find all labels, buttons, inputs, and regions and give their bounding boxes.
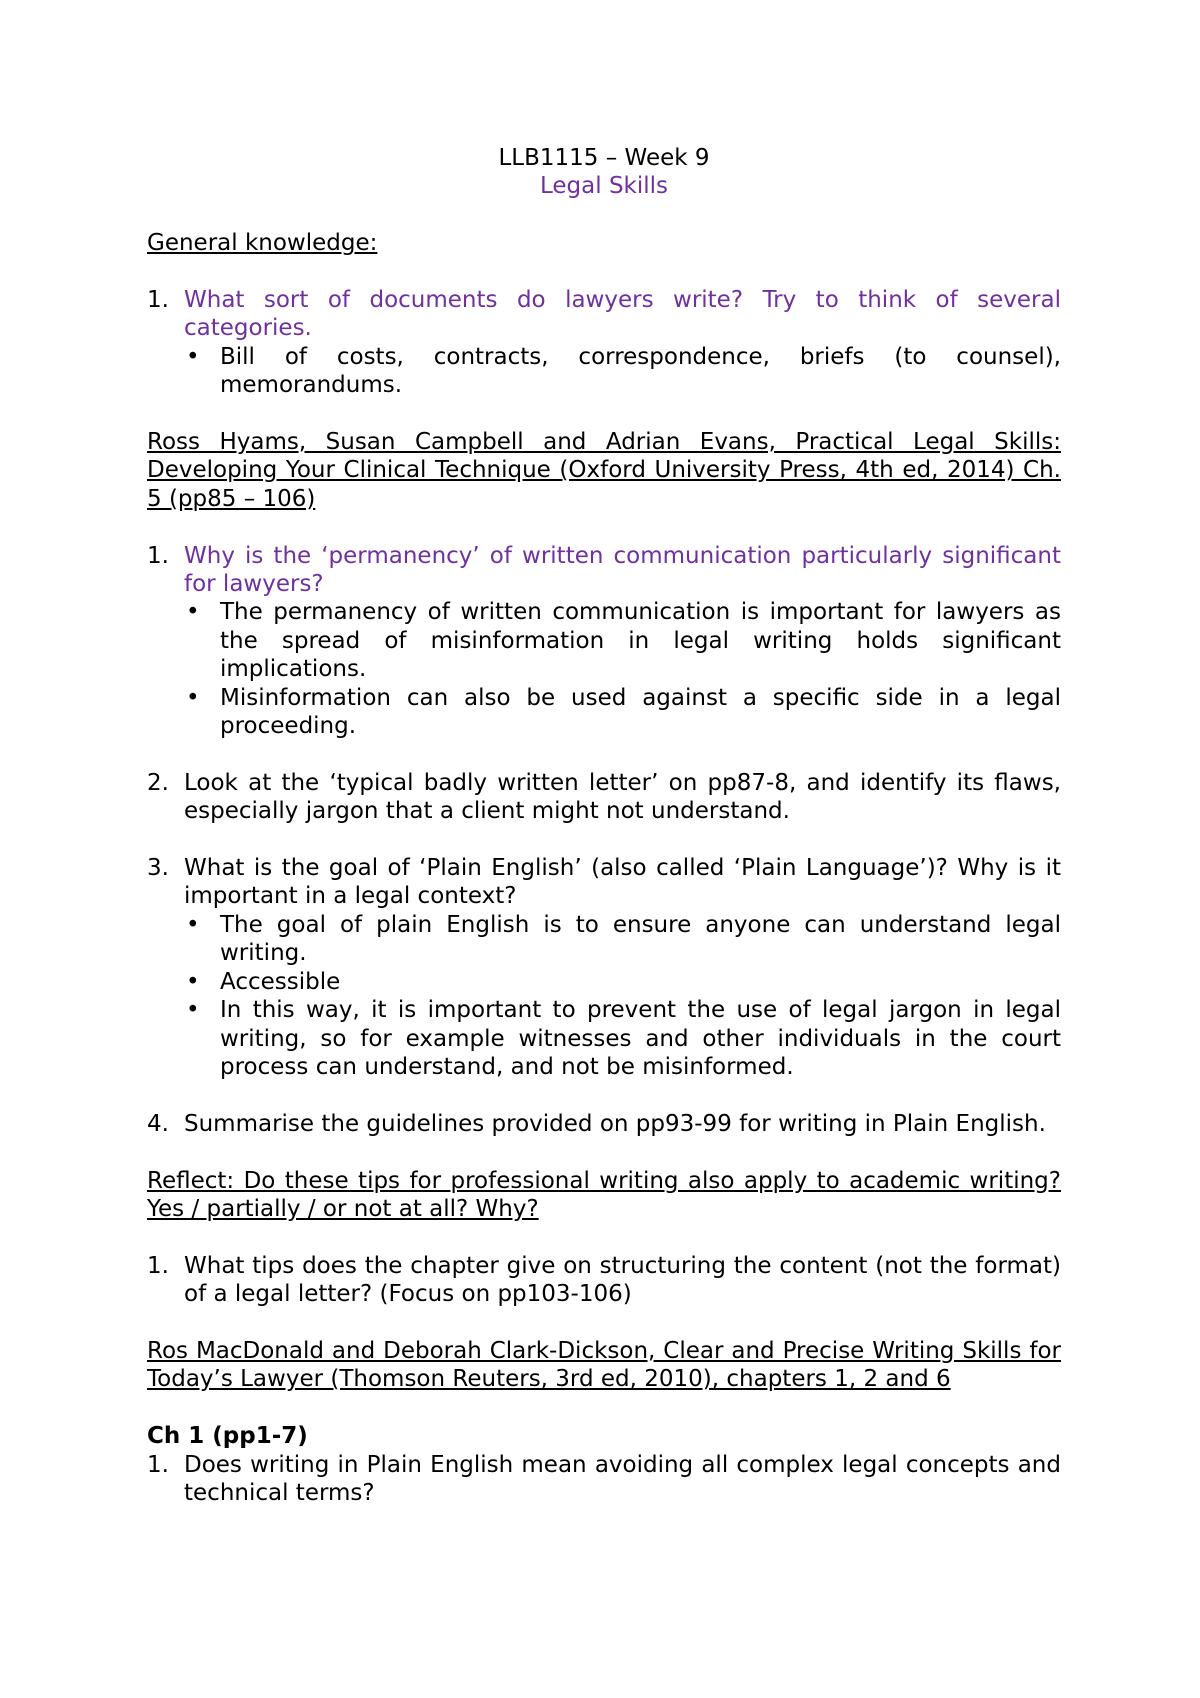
- question-number: 1.: [147, 1252, 169, 1279]
- document-subtitle: Legal Skills: [539, 173, 669, 200]
- question-number: 1.: [147, 1451, 169, 1478]
- reading-citation-2: Ros MacDonald and Deborah Clark-Dickson, Clear and Precise Writing Skills for Today’s Lawyer (Thomson Reuters, 3rd ed, 2010), chapters 1, 2 and 6: [147, 1337, 1061, 1393]
- answer-text: Bill of costs, contracts, correspondence, briefs (to counsel), memorandums.: [220, 343, 1061, 399]
- reading1-question-1: [147, 542, 1061, 599]
- reading1-question-3: [147, 854, 1061, 911]
- answer-bullet: [184, 343, 1061, 400]
- reflect-question-1: [147, 1252, 1061, 1309]
- bullet-icon: •: [186, 997, 200, 1024]
- answer-bullet: [184, 968, 1061, 996]
- document-body: [147, 144, 1061, 1507]
- question-number: 1.: [147, 542, 169, 569]
- answer-text: The permanency of written communication is important for lawyers as the spread of misinformation in legal writing holds significant implications.: [220, 599, 1061, 683]
- answer-bullet: [184, 684, 1061, 741]
- question-text: What sort of documents do lawyers write? Try to think of several categories.: [184, 287, 1061, 342]
- ch1-question-1: [147, 1451, 1061, 1508]
- question-text: What tips does the chapter give on structuring the content (not the format) of a legal letter? (Focus on pp103-106): [184, 1252, 1061, 1308]
- reflect-heading: Reflect: Do these tips for professional writing also apply to academic writing? Yes / partially / or not at all? Why?: [147, 1167, 1061, 1222]
- document-title: LLB1115 – Week 9: [498, 145, 710, 171]
- question-text: Does writing in Plain English mean avoiding all complex legal concepts and technical terms?: [184, 1451, 1061, 1506]
- bullet-icon: •: [186, 911, 200, 938]
- bullet-icon: •: [186, 684, 200, 711]
- reading1-question-2: [147, 769, 1061, 826]
- question-number: 2.: [147, 769, 169, 796]
- question-text: Look at the ‘typical badly written letter’ on pp87-8, and identify its flaws, especially jargon that a client might not understand.: [184, 769, 1061, 825]
- question-text: Why is the ‘permanency’ of written communication particularly significant for lawyers?: [184, 542, 1061, 598]
- answer-bullet: [184, 598, 1061, 683]
- question-text: What is the goal of ‘Plain English’ (also called ‘Plain Language’)? Why is it important in a legal context?: [184, 855, 1061, 910]
- bullet-icon: •: [186, 599, 200, 626]
- answer-text: In this way, it is important to prevent the use of legal jargon in legal writing, so for example witnesses and other individuals in the court process can understand, and not be misinformed.: [220, 997, 1061, 1080]
- question-text: Summarise the guidelines provided on pp93-99 for writing in Plain English.: [184, 1110, 1046, 1137]
- question-number: 3.: [147, 855, 169, 882]
- general-question-1: [147, 286, 1061, 343]
- reading-citation-1: Ross Hyams, Susan Campbell and Adrian Evans, Practical Legal Skills: Developing Your Clinical Technique (Oxford University Press, 4th ed, 2014) Ch. 5 (pp85 – 106): [147, 429, 1061, 512]
- chapter-heading: Ch 1 (pp1-7): [147, 1423, 308, 1450]
- question-number: 1.: [147, 287, 169, 313]
- answer-bullet: [184, 911, 1061, 968]
- question-number: 4.: [147, 1110, 169, 1137]
- answer-text: The goal of plain English is to ensure anyone can understand legal writing.: [220, 911, 1061, 967]
- answer-text: Misinformation can also be used against a specific side in a legal proceeding.: [220, 684, 1061, 740]
- bullet-icon: •: [186, 968, 200, 995]
- general-heading: General knowledge:: [147, 230, 378, 257]
- bullet-icon: •: [186, 343, 200, 370]
- answer-text: Accessible: [220, 968, 341, 995]
- reading1-question-4: [147, 1110, 1061, 1138]
- answer-bullet: [184, 996, 1061, 1081]
